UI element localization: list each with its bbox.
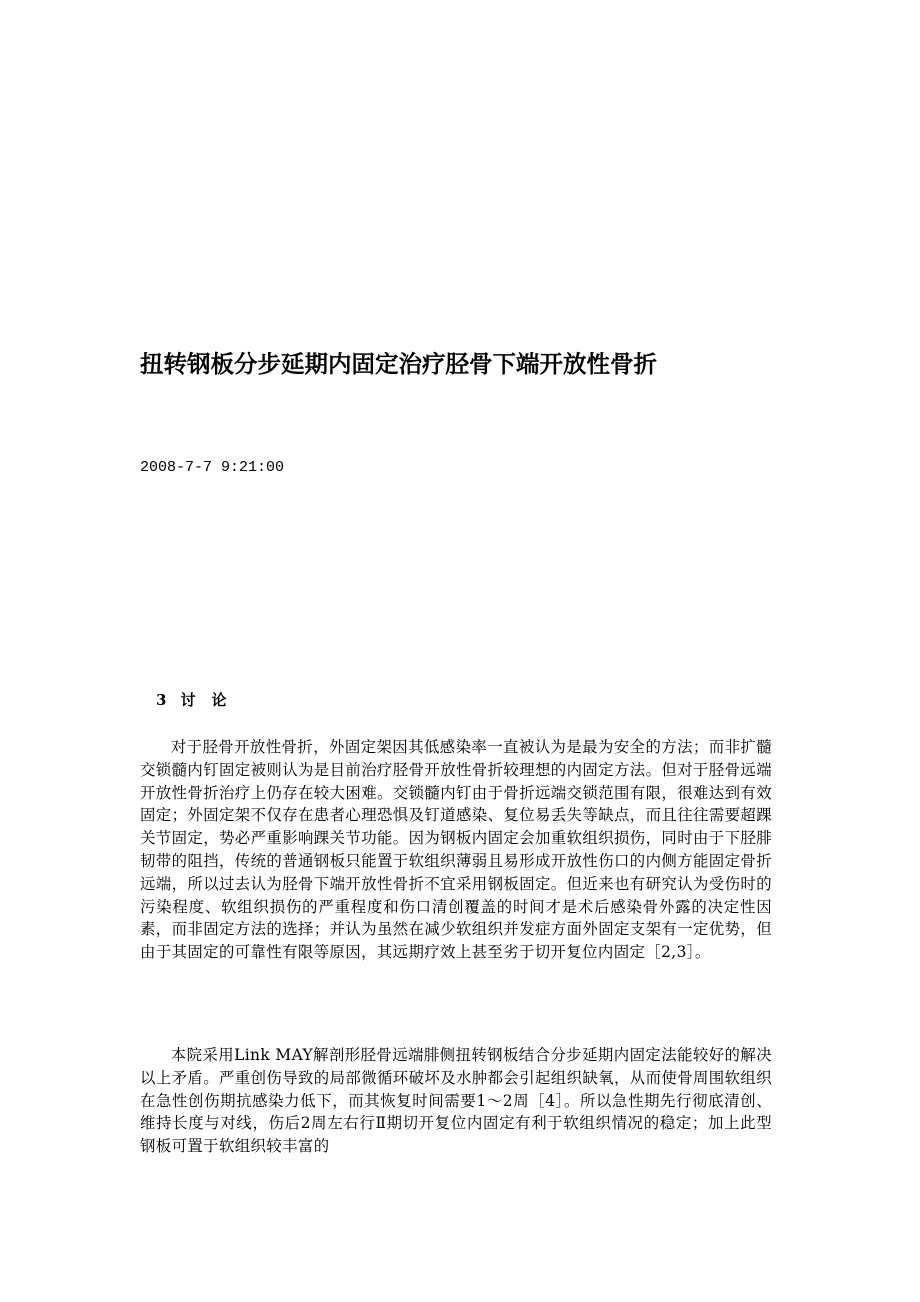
section-title-part2: 论 [211, 691, 227, 709]
section-title-part1: 讨 [180, 691, 196, 709]
body-paragraph: 对于胫骨开放性骨折，外固定架因其低感染率一直被认为是最为安全的方法；而非扩髓交锁髓内钉固定被则认为是目前治疗胫骨开放性骨折较理想的内固定方法。但对于胫骨远端开放性骨折治疗上仍存在较大困难。交锁髓内钉由于骨折远端交锁范围有限，很难达到有效固定；外固定架不仅存在患者心理恐惧及钉道感染、复位易丢失等缺点，而且往往需要超踝关节固定，势必严重影响踝关节功能。因为钢板内固定会加重软组织损伤，同时由于下胫腓韧带的阻挡，传统的普通钢板只能置于软组织薄弱且易形成开放性伤口的内侧方能固定骨折远端，所以过去认为胫骨下端开放性骨折不宜采用钢板固定。但近来也有研究认为受伤时的污染程度、软组织损伤的严重程度和伤口清创覆盖的时间才是术后感染骨外露的决定性因素，而非固定方法的选择；并认为虽然在减少软组织并发症方面外固定支架有一定优势，但由于其固定的可靠性有限等原因，其远期疗效上甚至劣于切开复位内固定［2,3］。 [140, 738, 772, 962]
page-title: 扭转钢板分步延期内固定治疗胫骨下端开放性骨折 [140, 350, 657, 378]
section-heading [156, 690, 226, 710]
section-number: 3 [156, 691, 167, 709]
publish-date: 2008-7-7 9:21:00 [140, 459, 285, 476]
body-paragraph: 本院采用Link MAY解剖形胫骨远端腓侧扭转钢板结合分步延期内固定法能较好的解决以上矛盾。严重创伤导致的局部微循环破坏及水肿都会引起组织缺氧，从而使骨周围软组织在急性创伤期抗感染力低下，而其恢复时间需要1～2周［4］。所以急性期先行彻底清创、维持长度与对线，伤后2周左右行Ⅱ期切开复位内固定有利于软组织情况的稳定；加上此型钢板可置于软组织较丰富的 [140, 1046, 772, 1156]
